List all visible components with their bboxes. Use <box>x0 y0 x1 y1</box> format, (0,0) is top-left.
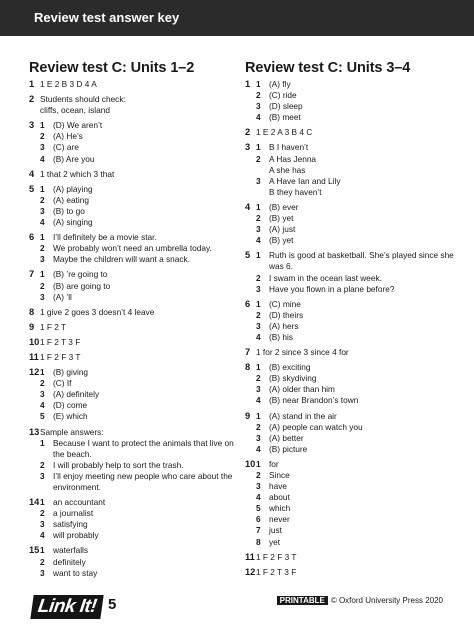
sub-answer <box>40 389 234 400</box>
sub-answer <box>256 481 460 492</box>
sub-answer-text: (C) If <box>53 378 72 389</box>
sub-answer-number: 1 <box>256 458 261 469</box>
sub-answer-text: I’ll enjoy meeting new people who care about the environment. <box>53 470 233 492</box>
sub-answer-number: 1 <box>40 367 45 378</box>
sub-answer-text: (B) giving <box>53 367 89 378</box>
answer-row: 1 F 2 T 3 F <box>40 336 81 347</box>
sub-answer-text: (A) stand in the air <box>269 410 337 421</box>
question-8 <box>245 362 460 406</box>
question-5 <box>29 184 234 228</box>
sub-answer-number: 3 <box>256 283 261 294</box>
question-number: 13 <box>29 426 40 437</box>
sub-answer-text: an accountant <box>53 497 106 508</box>
sub-answer-number: 1 <box>40 497 45 508</box>
sub-answer <box>256 310 460 321</box>
answer-row: 1 for 2 since 3 since 4 for <box>256 347 349 358</box>
sub-answer-text: (B) ever <box>269 201 299 212</box>
sub-answer-number: 2 <box>256 421 261 432</box>
sub-answer-text: (B) are going to <box>53 280 111 291</box>
sub-answer-number: 5 <box>256 503 261 514</box>
sub-answer-number: 2 <box>256 470 261 480</box>
sub-answer-number: 2 <box>40 378 45 389</box>
sub-answer-number: 3 <box>40 519 45 530</box>
question-spacer <box>245 578 460 582</box>
sub-answer <box>40 545 234 556</box>
question-number: 1 <box>29 79 35 89</box>
sub-answer <box>256 384 460 395</box>
sub-answer <box>256 176 460 187</box>
question-number: 4 <box>29 168 35 179</box>
question-3 <box>245 142 460 197</box>
sub-answer-text: Since <box>269 470 290 480</box>
sub-answer <box>40 411 234 422</box>
sub-answer-text: Because I want to protect the animals that live on the beach. <box>53 437 234 459</box>
question-number: 7 <box>29 269 35 280</box>
question-number: 3 <box>245 142 251 153</box>
sub-answer-number: 4 <box>40 217 45 228</box>
sub-answer-text: (D) theirs <box>269 309 304 320</box>
question-3 <box>29 120 234 164</box>
sub-answer <box>256 284 460 295</box>
sub-answer <box>256 525 460 536</box>
brand-logo <box>30 592 122 620</box>
question-11 <box>29 352 234 363</box>
question-10 <box>245 459 460 548</box>
sub-answer-text: (A) singing <box>53 217 93 228</box>
sub-answer-number: 4 <box>256 492 261 503</box>
question-9 <box>245 411 460 455</box>
sub-answer <box>256 250 460 272</box>
question-number: 9 <box>29 321 35 332</box>
sub-answer <box>40 184 234 195</box>
question-2 <box>245 127 460 138</box>
question-number: 8 <box>29 306 35 317</box>
sub-answer-number: 4 <box>40 153 45 164</box>
sub-answer <box>256 537 460 548</box>
section-title-units-3-4: Review test C: Units 3–4 <box>245 60 411 76</box>
sub-answer-number: 3 <box>256 432 261 443</box>
sub-answer-number: 1 <box>40 437 45 448</box>
question-number: 12 <box>29 367 40 378</box>
sub-answer <box>256 321 460 332</box>
sub-answer-number: 2 <box>256 90 261 101</box>
answer-line: Students should check: <box>40 94 126 105</box>
sub-answer-text: want to stay <box>53 567 98 578</box>
sub-answer <box>40 292 234 303</box>
sub-answer-number: 1 <box>40 232 45 243</box>
question-number: 7 <box>245 347 251 358</box>
question-list-left <box>29 79 234 583</box>
sub-answer <box>40 568 234 579</box>
sub-answer-text: A Have Ian and Lily <box>269 175 341 186</box>
sub-answer-number: 2 <box>256 309 261 320</box>
sub-answer-number: 1 <box>40 120 45 131</box>
sub-answer-number: 2 <box>40 280 45 291</box>
sub-answer-number: 3 <box>256 481 261 492</box>
sub-answer-number: 2 <box>256 213 261 224</box>
sub-answer-text: B I haven’t <box>269 142 309 153</box>
sub-answer <box>40 232 234 243</box>
page-header <box>0 0 474 36</box>
question-4 <box>29 169 234 180</box>
sub-answer <box>40 557 234 568</box>
sub-answer-number: 8 <box>256 536 261 547</box>
sub-answer <box>40 243 234 254</box>
answer-line: Sample answers: <box>40 426 104 437</box>
right-column <box>245 60 460 582</box>
sub-answer <box>256 470 460 481</box>
sub-answer <box>256 213 460 224</box>
question-8 <box>29 307 234 318</box>
sub-answer-number: 4 <box>256 443 261 454</box>
sub-answer <box>40 131 234 142</box>
sub-answer-number: 1 <box>256 410 261 421</box>
sub-answer-number: 4 <box>256 331 261 342</box>
sub-answer-text: a journalist <box>53 508 94 519</box>
sub-answer <box>256 90 460 101</box>
sub-answer <box>40 281 234 292</box>
sub-answer-number: 2 <box>256 373 261 384</box>
question-number: 11 <box>29 351 39 362</box>
sub-answer-number: 3 <box>40 205 45 216</box>
sub-answer <box>256 224 460 235</box>
sub-answer-number: 2 <box>40 131 45 142</box>
sub-answer <box>256 202 460 213</box>
sub-answer-text: yet <box>269 536 281 547</box>
sub-answer <box>256 395 460 406</box>
question-number: 10 <box>29 336 40 347</box>
sub-answer <box>40 460 234 471</box>
sub-answer <box>40 519 234 530</box>
sub-answer <box>256 142 460 153</box>
sub-answer-number: 1 <box>256 362 261 373</box>
sub-answer <box>40 206 234 217</box>
sub-answer-number: 3 <box>40 389 45 400</box>
sub-answer <box>40 497 234 508</box>
sub-answer <box>256 373 460 384</box>
sub-answer-number: 7 <box>256 525 261 536</box>
sub-answer <box>40 195 234 206</box>
question-1 <box>29 79 234 90</box>
answer-row: 1 F 2 T 3 F <box>256 566 297 577</box>
question-12 <box>245 567 460 578</box>
sub-answer <box>40 269 234 280</box>
sub-answer-text: (C) ride <box>269 90 297 101</box>
sub-answer-text: (C) mine <box>269 298 301 309</box>
question-number: 6 <box>29 232 35 243</box>
sub-answer-number: 2 <box>256 153 261 164</box>
answer-row: 1 F 2 T <box>40 321 67 332</box>
sub-answer-text: (A) just <box>269 224 296 235</box>
sub-answer <box>256 299 460 310</box>
page-footer <box>0 588 474 632</box>
sub-answer <box>256 101 460 112</box>
sub-answer <box>256 154 460 165</box>
brand-name: Link It! <box>30 595 104 619</box>
sub-answer-text: (A) ’ll <box>53 291 72 302</box>
sub-answer-text: (B) picture <box>269 443 308 454</box>
page-title: Review test answer key <box>34 10 180 25</box>
printable-notice <box>277 596 443 605</box>
sub-answer-number: 3 <box>256 101 261 112</box>
sub-answer-text: (B) to go <box>53 205 85 216</box>
sub-answer <box>256 433 460 444</box>
sub-answer <box>256 444 460 455</box>
question-number: 10 <box>245 458 256 469</box>
sub-answer-text: waterfalls <box>53 545 89 556</box>
sub-answer <box>256 422 460 433</box>
sub-answer-text: (A) older than him <box>269 384 335 395</box>
sub-answer-number: 6 <box>256 514 261 525</box>
sub-answer-number: 4 <box>40 400 45 411</box>
answer-row: 1 F 2 F 3 T <box>256 551 297 562</box>
question-7 <box>29 269 234 302</box>
sub-answer <box>40 142 234 153</box>
answer-row: 1 give 2 goes 3 doesn’t 4 leave <box>40 306 155 317</box>
sub-answer-text: Ruth is good at basketball. She’s played since she was 6. <box>269 250 454 272</box>
question-15 <box>29 545 234 578</box>
question-number: 3 <box>29 120 35 131</box>
sub-answer-text: satisfying <box>53 519 88 530</box>
question-number: 15 <box>29 545 40 556</box>
sub-answer-number: 3 <box>256 320 261 331</box>
sub-answer <box>40 154 234 165</box>
question-number: 5 <box>245 250 251 261</box>
sub-answer <box>256 332 460 343</box>
sub-answer-text: (E) which <box>53 411 88 422</box>
sub-answer-number: 4 <box>256 112 261 123</box>
sub-answer-text: I’ll definitely be a movie star. <box>53 232 157 243</box>
question-spacer <box>29 579 234 583</box>
question-10 <box>29 337 234 348</box>
sub-answer-number: 3 <box>40 142 45 153</box>
sub-answer-text: (A) eating <box>53 194 89 205</box>
question-14 <box>29 497 234 541</box>
sub-answer-text: I will probably help to sort the trash. <box>53 459 184 470</box>
sub-answer-text: (A) hers <box>269 320 299 331</box>
sub-answer-number: 1 <box>256 250 261 261</box>
question-number: 6 <box>245 298 251 309</box>
sub-answer-text: (C) are <box>53 142 79 153</box>
sub-answer <box>40 378 234 389</box>
sub-answer-text: (B) yet <box>269 235 294 246</box>
sub-answer <box>40 438 234 460</box>
sub-answer <box>40 217 234 228</box>
question-1 <box>245 79 460 123</box>
sub-answer-number: 3 <box>256 384 261 395</box>
sub-answer-text: (B) near Brandon’s town <box>269 395 359 406</box>
sub-answer <box>40 120 234 131</box>
question-number: 8 <box>245 362 251 373</box>
sub-answer-number: 2 <box>256 272 261 283</box>
sub-answer-number: 3 <box>256 224 261 235</box>
sub-answer-number: 1 <box>40 545 45 556</box>
question-number: 14 <box>29 497 40 508</box>
sub-answer-text: (B) yet <box>269 213 294 224</box>
sub-answer-number: 4 <box>256 395 261 406</box>
sub-answer <box>40 530 234 541</box>
sub-answer <box>256 235 460 246</box>
brand-level: 5 <box>108 596 117 613</box>
sub-answer-number: 5 <box>40 411 45 422</box>
sub-answer-text: (A) He’s <box>53 131 83 142</box>
sub-answer <box>256 503 460 514</box>
sub-answer-number: 2 <box>40 459 45 470</box>
sub-answer <box>40 508 234 519</box>
sub-answer <box>256 514 460 525</box>
sub-answer-text: about <box>269 492 290 503</box>
sub-answer <box>256 459 460 470</box>
answer-row: 1 E 2 B 3 D 4 A <box>40 79 97 89</box>
sub-answer-text: (B) ’re going to <box>53 269 108 280</box>
sub-answer <box>40 254 234 265</box>
section-title-units-1-2: Review test C: Units 1–2 <box>29 60 195 76</box>
sub-answer-text: We probably won’t need an umbrella today. <box>53 243 212 254</box>
sub-answer <box>40 471 234 493</box>
question-9 <box>29 322 234 333</box>
sub-answer-number: 4 <box>40 530 45 541</box>
sub-answer-text: (A) fly <box>269 79 291 89</box>
sub-answer-number: 3 <box>40 567 45 578</box>
sub-answer-text: Maybe the children will want a snack. <box>53 254 190 265</box>
question-number: 12 <box>245 566 256 577</box>
question-12 <box>29 367 234 422</box>
sub-answer-text: have <box>269 481 287 492</box>
question-number: 1 <box>245 79 251 89</box>
sub-answer-text: (B) exciting <box>269 362 311 373</box>
sub-answer-text: (B) his <box>269 331 293 342</box>
sub-answer <box>256 411 460 422</box>
sub-answer-text: never <box>269 514 290 525</box>
sub-answer-number: 3 <box>40 254 45 265</box>
sub-answer-text: which <box>269 503 291 514</box>
sub-answer-text: (D) We aren’t <box>53 120 103 131</box>
copyright-text: © Oxford University Press 2020 <box>330 596 443 605</box>
question-list-right <box>245 79 460 582</box>
sub-answer <box>256 79 460 90</box>
sub-answer-number: 3 <box>40 291 45 302</box>
sub-answer-number: 3 <box>256 175 261 186</box>
left-column <box>29 60 234 583</box>
sub-answer-text: (D) come <box>53 400 88 411</box>
printable-tag: PRINTABLE <box>277 596 328 605</box>
question-number: 2 <box>29 94 35 105</box>
sub-answer-text: (A) definitely <box>53 389 100 400</box>
sub-answer-text: just <box>269 525 282 536</box>
sub-answer-text: A she has <box>269 164 306 175</box>
sub-answer-number: 3 <box>40 470 45 481</box>
sub-answer-number: 2 <box>40 556 45 567</box>
question-4 <box>245 202 460 246</box>
answer-row: 1 that 2 which 3 that <box>40 168 115 179</box>
sub-answer <box>256 112 460 123</box>
sub-answer-text: definitely <box>53 556 86 567</box>
question-6 <box>29 232 234 265</box>
sub-answer-text: (B) meet <box>269 112 301 123</box>
question-number: 5 <box>29 183 35 194</box>
question-number: 9 <box>245 410 251 421</box>
sub-answer-text: (A) playing <box>53 183 93 194</box>
sub-answer <box>256 187 460 198</box>
sub-answer <box>40 400 234 411</box>
sub-answer-number: 1 <box>256 142 261 153</box>
answer-row: 1 F 2 F 3 T <box>40 351 81 362</box>
sub-answer-number: 1 <box>40 269 45 280</box>
sub-answer <box>40 367 234 378</box>
sub-answer-number: 2 <box>40 243 45 254</box>
question-11 <box>245 552 460 563</box>
sub-answer-number: 2 <box>40 194 45 205</box>
sub-answer-number: 1 <box>256 298 261 309</box>
sub-answer-text: will probably <box>53 530 99 541</box>
sub-answer-text: (B) Are you <box>53 153 95 164</box>
sub-answer-number: 4 <box>256 235 261 246</box>
question-number: 11 <box>245 551 255 562</box>
sub-answer-text: I swam in the ocean last week. <box>269 272 382 283</box>
question-7 <box>245 347 460 358</box>
sub-answer-number: 1 <box>256 79 261 89</box>
sub-answer-text: (A) better <box>269 432 304 443</box>
sub-answer <box>256 362 460 373</box>
sub-answer <box>256 273 460 284</box>
sub-answer-text: (A) people can watch you <box>269 421 363 432</box>
question-2 <box>29 94 234 116</box>
sub-answer-text: A Has Jenna <box>269 153 317 164</box>
sub-answer-text: Have you flown in a plane before? <box>269 283 395 294</box>
question-6 <box>245 299 460 343</box>
answer-row: 1 E 2 A 3 B 4 C <box>256 127 313 138</box>
question-number: 2 <box>245 127 251 138</box>
sub-answer-text: (D) sleep <box>269 101 303 112</box>
sub-answer <box>256 165 460 176</box>
sub-answer-text: for <box>269 458 279 469</box>
sub-answer <box>256 492 460 503</box>
question-number: 4 <box>245 201 251 212</box>
sub-answer-text: (B) skydiving <box>269 373 317 384</box>
question-5 <box>245 250 460 294</box>
sub-answer-text: B they haven’t <box>269 186 322 197</box>
sub-answer-number: 1 <box>256 201 261 212</box>
sub-answer-number: 1 <box>40 183 45 194</box>
answer-line: cliffs, ocean, island <box>40 105 110 116</box>
question-13 <box>29 427 234 494</box>
sub-answer-number: 2 <box>40 508 45 519</box>
